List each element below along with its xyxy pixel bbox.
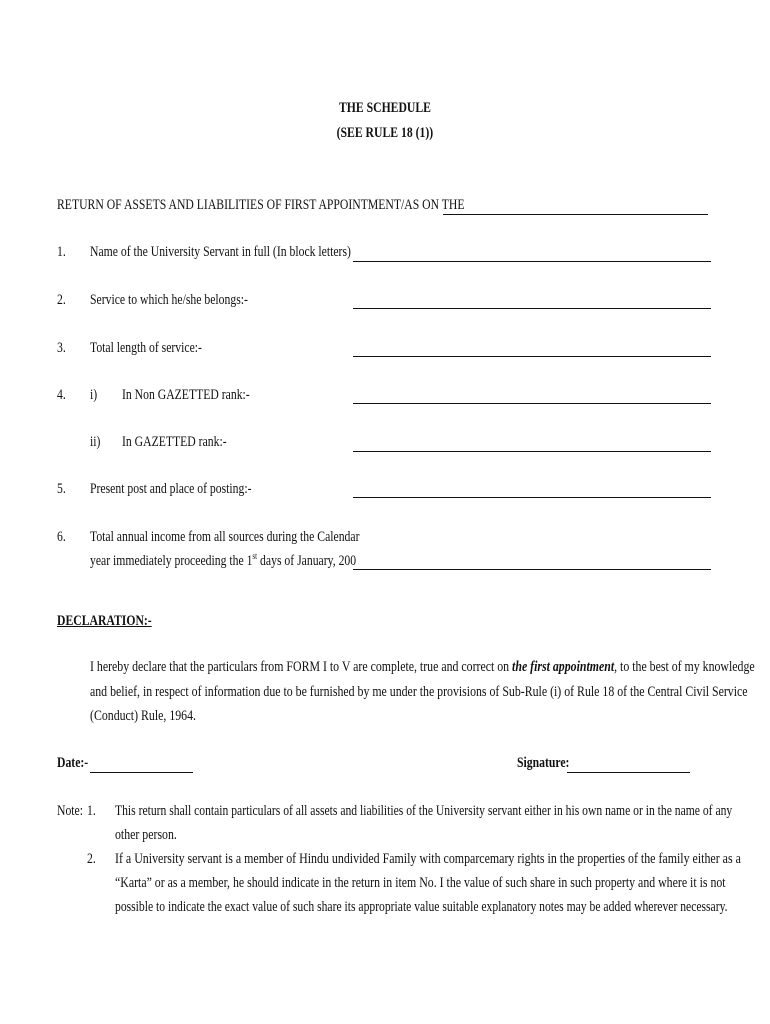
item-3-number: 3. bbox=[57, 340, 66, 356]
item-2-number: 2. bbox=[57, 292, 66, 308]
item-2-label: Service to which he/she belongs:- bbox=[90, 292, 248, 308]
return-heading: RETURN OF ASSETS AND LIABILITIES OF FIRST APPOINTMENT/AS ON THE bbox=[57, 197, 465, 213]
note-label: Note: bbox=[57, 803, 83, 819]
signature-field[interactable] bbox=[567, 772, 690, 773]
declaration-heading: DECLARATION:- bbox=[57, 613, 152, 629]
note-1-line-2: other person. bbox=[115, 827, 177, 843]
item-5-field[interactable] bbox=[353, 497, 711, 498]
date-label: Date:- bbox=[57, 755, 89, 771]
item-5-label: Present post and place of posting:- bbox=[90, 481, 252, 497]
date-field[interactable] bbox=[90, 772, 193, 773]
note-2-line-1: If a University servant is a member of Hindu undivided Family with comparcemary rights in the properties of the family either as a bbox=[115, 851, 741, 867]
signature-label: Signature: bbox=[517, 755, 570, 771]
note-2-line-2: “Karta” or as a member, he should indicate in the return in item No. I the value of such share in such property and where it is not bbox=[115, 875, 726, 891]
item-6-label-line2: year immediately proceeding the 1st days of January, 200 bbox=[90, 551, 357, 569]
item-4ii-sub: ii) bbox=[90, 434, 101, 450]
item-6-label-line1: Total annual income from all sources during the Calendar bbox=[90, 529, 360, 545]
item-1-number: 1. bbox=[57, 244, 66, 260]
item-4ii-label: In GAZETTED rank:- bbox=[122, 434, 227, 450]
item-3-field[interactable] bbox=[353, 356, 711, 357]
item-5-number: 5. bbox=[57, 481, 66, 497]
item-6-number: 6. bbox=[57, 529, 66, 545]
declaration-line-2: and belief, in respect of information due to be furnished by me under the provisions of Sub-Rule (i) of Rule 18 of the Central Civil Service bbox=[90, 684, 748, 700]
item-2-field[interactable] bbox=[353, 308, 711, 309]
item-6-field[interactable] bbox=[353, 569, 711, 570]
note-2-number: 2. bbox=[87, 851, 96, 867]
declaration-line-1: I hereby declare that the particulars from FORM I to V are complete, true and correct on the first appointment, to the best of my knowledge bbox=[90, 659, 755, 675]
return-date-field[interactable] bbox=[443, 214, 708, 215]
item-4-number: 4. bbox=[57, 387, 66, 403]
item-4ii-field[interactable] bbox=[353, 451, 711, 452]
item-4i-sub: i) bbox=[90, 387, 98, 403]
schedule-title: THE SCHEDULE bbox=[338, 100, 431, 116]
item-4i-field[interactable] bbox=[353, 403, 711, 404]
item-4i-label: In Non GAZETTED rank:- bbox=[122, 387, 250, 403]
note-1-number: 1. bbox=[87, 803, 96, 819]
note-2-line-3: possible to indicate the exact value of such share its appropriate value suitable explanatory notes may be added wherever necessary. bbox=[115, 899, 728, 915]
note-1-line-1: This return shall contain particulars of all assets and liabilities of the University servant either in his own name or in the name of any bbox=[115, 803, 733, 819]
item-1-label: Name of the University Servant in full (In block letters) bbox=[90, 244, 351, 260]
declaration-line-3: (Conduct) Rule, 1964. bbox=[90, 708, 196, 724]
schedule-subtitle: (SEE RULE 18 (1)) bbox=[336, 125, 434, 141]
item-1-field[interactable] bbox=[353, 261, 711, 262]
item-3-label: Total length of service:- bbox=[90, 340, 202, 356]
